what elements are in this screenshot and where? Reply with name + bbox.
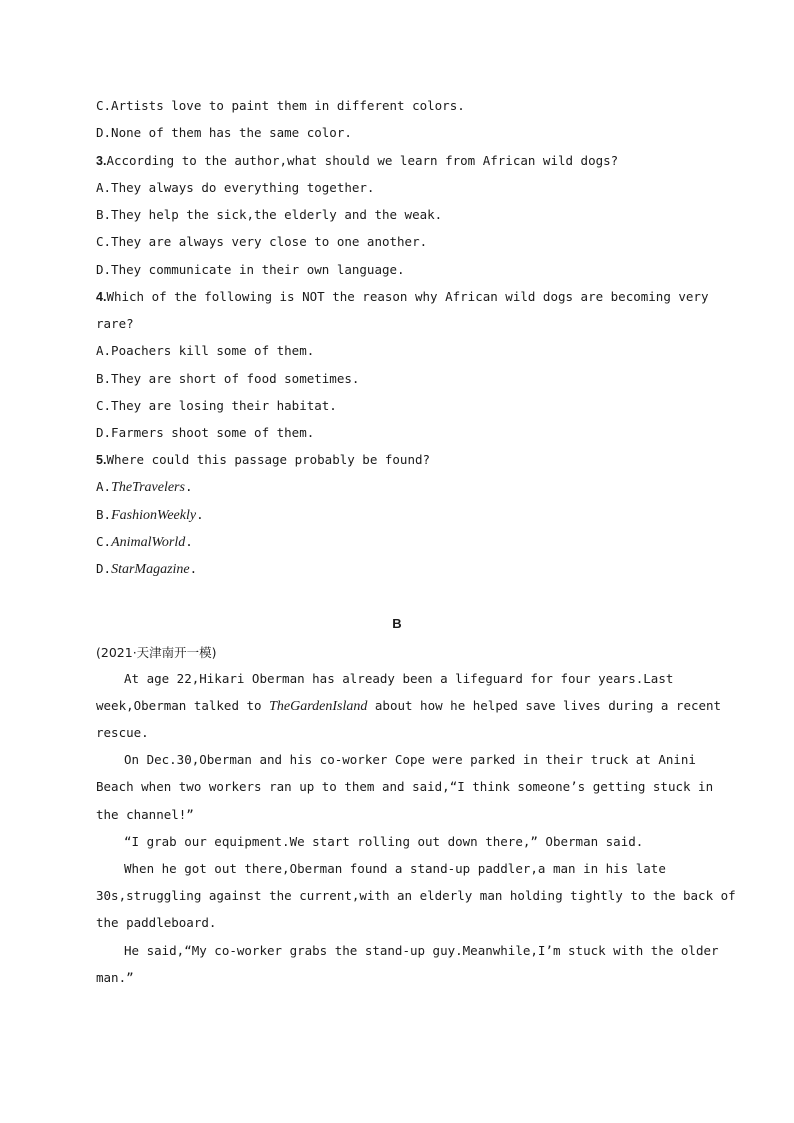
question-4-number: 4. [96, 290, 107, 304]
q3-option-d: D.They communicate in their own language. [96, 262, 405, 277]
passage-p3-line1: “I grab our equipment.We start rolling out down there,” Oberman said. [124, 834, 644, 849]
question-4-text-line1: Which of the following is NOT the reason why African wild dogs are becoming very [106, 289, 709, 304]
passage-p2-line1: On Dec.30,Oberman and his co-worker Cope were parked in their truck at Anini [124, 752, 696, 767]
question-4-text-line2: rare? [96, 316, 134, 331]
question-3-text: According to the author,what should we learn from African wild dogs? [106, 153, 619, 168]
q4-option-d: D.Farmers shoot some of them. [96, 425, 315, 440]
passage-p4-line1: When he got out there,Oberman found a stand-up paddler,a man in his late [124, 861, 666, 876]
q3-option-a: A.They always do everything together. [96, 180, 375, 195]
q3-option-b: B.They help the sick,the elderly and the weak. [96, 207, 443, 222]
q5-option-c [96, 534, 193, 551]
question-5-text: Where could this passage probably be found? [106, 452, 431, 467]
question-5 [96, 452, 430, 468]
option-letter: C. [96, 534, 112, 549]
q4-option-c: C.They are losing their habitat. [96, 398, 337, 413]
passage-p2-line2: Beach when two workers ran up to them and said,“I think someone’s getting stuck in [96, 779, 714, 794]
publication-title: TheGardenIsland [269, 699, 368, 714]
option-letter: D. [96, 561, 112, 576]
q2-option-c: C.Artists love to paint them in different colors. [96, 98, 465, 113]
q3-option-c: C.They are always very close to one another. [96, 234, 428, 249]
section-title: B [392, 616, 402, 631]
option-end: . [189, 561, 198, 576]
passage-p2-line3: the channel!” [96, 807, 194, 822]
passage-p5-line1: He said,“My co-worker grabs the stand-up guy.Meanwhile,I’m stuck with the older [124, 943, 719, 958]
option-title: AnimalWorld [111, 535, 186, 550]
option-title: StarMagazine [111, 562, 190, 577]
q4-option-a: A.Poachers kill some of them. [96, 343, 315, 358]
option-title: TheTravelers [111, 480, 185, 495]
passage-p4-line3: the paddleboard. [96, 915, 217, 930]
passage-p1-line2 [96, 698, 721, 715]
passage-source: (2021·天津南开一模) [96, 645, 217, 660]
q5-option-d [96, 561, 197, 578]
passage-p1-line3: rescue. [96, 725, 149, 740]
text-segment: about how he helped save lives during a recent [374, 698, 722, 713]
option-end: . [184, 479, 193, 494]
option-letter: A. [96, 479, 112, 494]
passage-p1-line1: At age 22,Hikari Oberman has already been a lifeguard for four years.Last [124, 671, 674, 686]
question-5-number: 5. [96, 453, 107, 467]
text-segment: week,Oberman talked to [96, 698, 262, 713]
q4-option-b: B.They are short of food sometimes. [96, 371, 360, 386]
q2-option-d: D.None of them has the same color. [96, 125, 352, 140]
question-4 [96, 289, 709, 305]
passage-p5-line2: man.” [96, 970, 134, 985]
question-3-number: 3. [96, 154, 107, 168]
option-letter: B. [96, 507, 112, 522]
q5-option-a [96, 479, 192, 496]
passage-p4-line2: 30s,struggling against the current,with an elderly man holding tightly to the back of [96, 888, 736, 903]
question-3 [96, 153, 618, 169]
option-title: FashionWeekly [111, 508, 197, 523]
option-end: . [196, 507, 204, 522]
q5-option-b [96, 507, 204, 524]
option-end: . [185, 534, 193, 549]
